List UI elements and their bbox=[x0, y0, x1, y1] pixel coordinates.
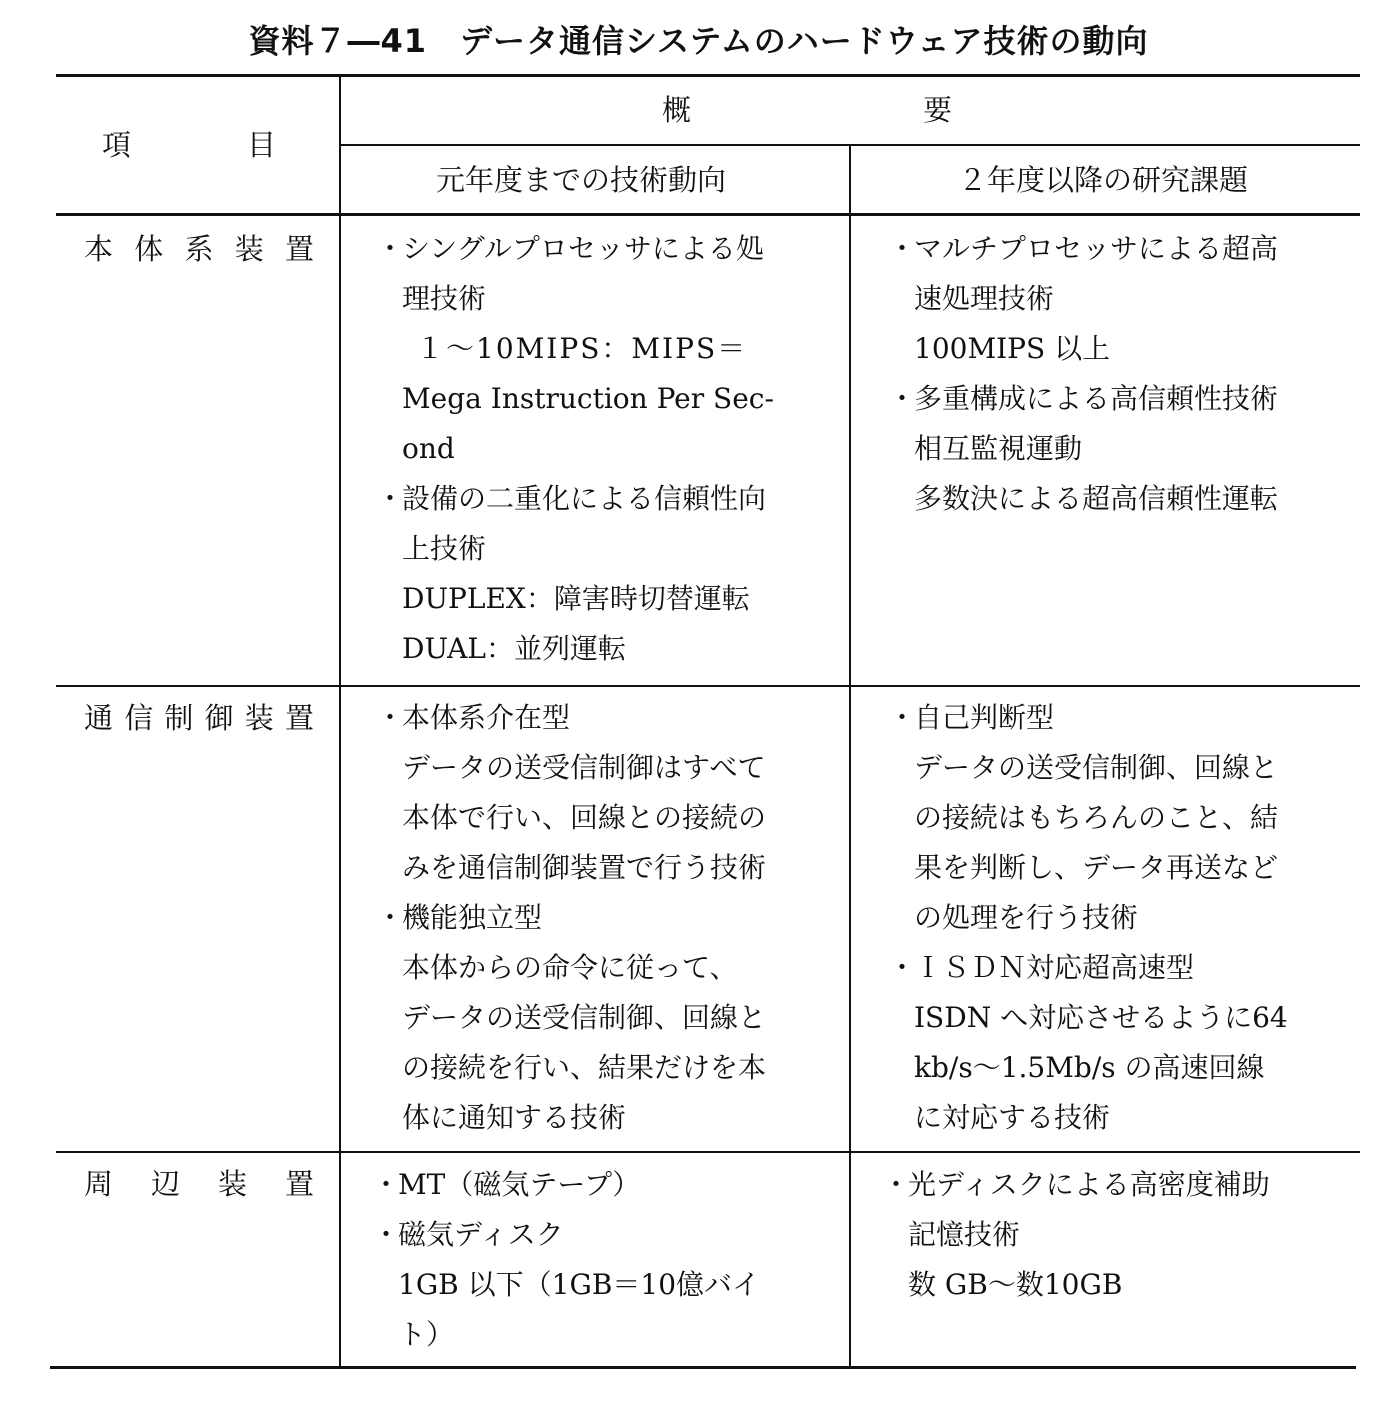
entry-line: ISDN へ対応させるように64 bbox=[914, 1001, 1288, 1034]
document-title: 資料７―41 データ通信システムのハードウェア技術の動向 bbox=[248, 22, 1149, 60]
entry-line: １～10MIPS：MIPS＝ bbox=[416, 332, 748, 365]
entry-line: 本体で行い、回線との接続の bbox=[402, 801, 767, 834]
entry-line: みを通信制御装置で行う技術 bbox=[402, 851, 767, 884]
row-divider-1 bbox=[56, 685, 1360, 687]
list-item bbox=[888, 693, 1336, 943]
row-future-cell bbox=[888, 224, 1336, 524]
column-divider-item bbox=[339, 74, 341, 1368]
row-future-cell bbox=[882, 1160, 1336, 1310]
bullet-mark: ・ bbox=[376, 701, 405, 734]
bullet-mark: ・ bbox=[372, 1168, 401, 1201]
bullet-mark: ・ bbox=[376, 901, 405, 934]
entry-heading: 磁気ディスク bbox=[398, 1218, 564, 1251]
list-item bbox=[376, 893, 828, 1143]
entry-line: 数 GB～数10GB bbox=[908, 1268, 1123, 1301]
entry-line: ond bbox=[402, 432, 455, 465]
entry-line: 体に通知する技術 bbox=[402, 1101, 627, 1134]
entry-heading: マルチプロセッサによる超高 bbox=[914, 232, 1279, 265]
entry-line: DUAL：並列運転 bbox=[402, 632, 627, 665]
bullet-mark: ・ bbox=[888, 382, 917, 415]
row-current-cell bbox=[372, 1160, 828, 1360]
list-item bbox=[372, 1160, 828, 1210]
entry-heading: MT（磁気テープ） bbox=[398, 1168, 641, 1201]
entry-line: データの送受信制御、回線と bbox=[402, 1001, 767, 1034]
header-overview: 概 要 bbox=[662, 93, 953, 127]
entry-line: 多数決による超高信頼性運転 bbox=[914, 482, 1279, 515]
list-item bbox=[888, 374, 1336, 524]
entry-heading: 多重構成による高信頼性技術 bbox=[914, 382, 1279, 415]
list-item bbox=[376, 474, 828, 674]
entry-line: の接続はもちろんのこと、結 bbox=[914, 801, 1279, 834]
header-future-topics: ２年度以降の研究課題 bbox=[958, 163, 1249, 197]
row-item-label: 周辺装置 bbox=[84, 1167, 314, 1201]
bullet-mark: ・ bbox=[888, 232, 917, 265]
entry-heading: 本体系介在型 bbox=[402, 701, 571, 734]
entry-line: データの送受信制御、回線と bbox=[914, 751, 1279, 784]
bullet-mark: ・ bbox=[882, 1168, 911, 1201]
entry-heading: 自己判断型 bbox=[914, 701, 1055, 734]
entry-line: に対応する技術 bbox=[914, 1101, 1111, 1134]
entry-heading: 光ディスクによる高密度補助 bbox=[908, 1168, 1270, 1201]
entry-line: DUPLEX：障害時切替運転 bbox=[402, 582, 750, 615]
list-item bbox=[888, 943, 1336, 1143]
list-item bbox=[888, 224, 1336, 374]
row-future-cell bbox=[888, 693, 1336, 1143]
entry-line: 速処理技術 bbox=[914, 282, 1055, 315]
entry-heading: 設備の二重化による信頼性向 bbox=[402, 482, 767, 515]
header-bottom-rule bbox=[56, 213, 1360, 216]
table-bottom-rule bbox=[50, 1366, 1356, 1369]
entry-line: 相互監視運動 bbox=[914, 432, 1083, 465]
bullet-mark: ・ bbox=[372, 1218, 401, 1251]
entry-line: データの送受信制御はすべて bbox=[402, 751, 766, 784]
row-divider-2 bbox=[56, 1151, 1360, 1153]
entry-line: kb/s～1.5Mb/s の高速回線 bbox=[914, 1051, 1265, 1084]
row-item-label: 通信制御装置 bbox=[84, 701, 314, 735]
entry-line: ト） bbox=[398, 1318, 455, 1351]
entry-line: 理技術 bbox=[402, 282, 487, 315]
column-divider-current-future bbox=[849, 144, 851, 1368]
list-item bbox=[376, 693, 828, 893]
list-item bbox=[372, 1210, 828, 1360]
entry-heading: シングルプロセッサによる処 bbox=[402, 232, 764, 265]
bullet-mark: ・ bbox=[888, 951, 917, 984]
row-current-cell bbox=[376, 693, 828, 1143]
bullet-mark: ・ bbox=[376, 232, 405, 265]
entry-heading: 機能独立型 bbox=[402, 901, 543, 934]
header-current-trends: 元年度までの技術動向 bbox=[436, 163, 727, 197]
entry-line: 上技術 bbox=[402, 532, 487, 565]
entry-line: 100MIPS 以上 bbox=[914, 332, 1111, 365]
header-item: 項 目 bbox=[102, 128, 277, 162]
entry-line: の接続を行い、結果だけを本 bbox=[402, 1051, 767, 1084]
row-item-label: 本体系装置 bbox=[84, 232, 314, 266]
entry-line: Mega Instruction Per Sec- bbox=[402, 382, 774, 415]
entry-line: 1GB 以下（1GB＝10億バイ bbox=[398, 1268, 761, 1301]
entry-line: 本体からの命令に従って、 bbox=[402, 951, 738, 984]
bullet-mark: ・ bbox=[376, 482, 405, 515]
entry-line: の処理を行う技術 bbox=[914, 901, 1139, 934]
bullet-mark: ・ bbox=[888, 701, 917, 734]
list-item bbox=[376, 224, 828, 474]
list-item bbox=[882, 1160, 1336, 1310]
entry-line: 果を判断し、データ再送など bbox=[914, 851, 1279, 884]
entry-heading: ＩＳＤＮ対応超高速型 bbox=[914, 951, 1195, 984]
row-current-cell bbox=[376, 224, 828, 674]
entry-line: 記憶技術 bbox=[908, 1218, 1021, 1251]
table-top-rule bbox=[56, 74, 1360, 77]
